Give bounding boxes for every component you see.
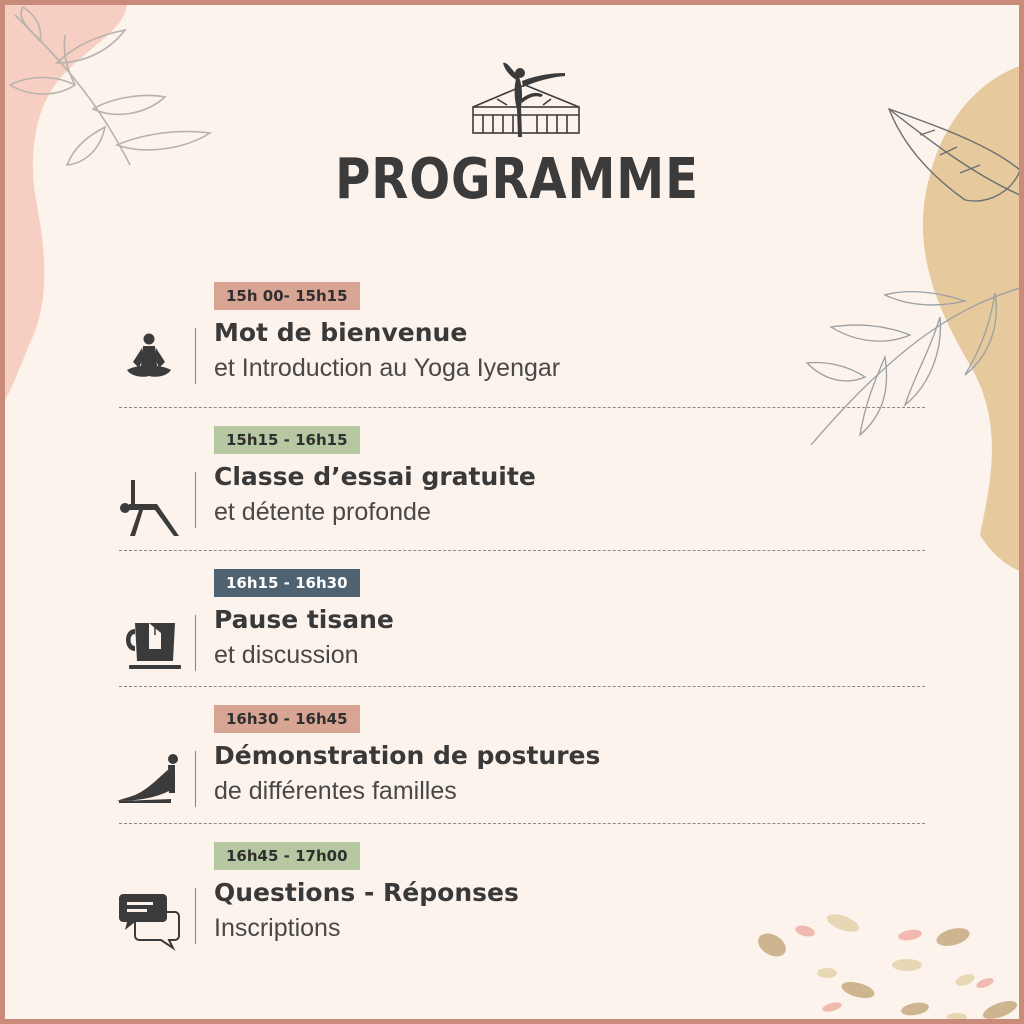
triangle-pose-icon — [113, 466, 185, 538]
dashed-separator — [119, 686, 925, 687]
schedule-item — [5, 426, 1024, 566]
time-badge: 15h 00- 15h15 — [214, 282, 360, 310]
time-badge: 16h45 - 17h00 — [214, 842, 360, 870]
divider-line — [195, 472, 196, 528]
schedule-item — [5, 282, 1024, 422]
item-title: Mot de bienvenue — [214, 318, 468, 347]
item-title: Classe d’essai gratuite — [214, 462, 536, 491]
schedule-item — [5, 569, 1024, 709]
schedule-item — [5, 842, 1024, 982]
item-subtitle: et Introduction au Yoga Iyengar — [214, 354, 561, 382]
chat-bubbles-icon — [113, 882, 185, 954]
item-subtitle: de différentes familles — [214, 777, 457, 805]
item-subtitle: et discussion — [214, 641, 359, 669]
item-subtitle: Inscriptions — [214, 914, 341, 942]
time-badge: 16h30 - 16h45 — [214, 705, 360, 733]
time-badge: 16h15 - 16h30 — [214, 569, 360, 597]
schedule-item — [5, 705, 1024, 845]
tea-mug-icon — [113, 609, 185, 681]
item-subtitle: et détente profonde — [214, 498, 431, 526]
dashed-separator — [119, 823, 925, 824]
divider-line — [195, 751, 196, 807]
cobra-pose-icon — [113, 745, 185, 817]
yoga-dancer-pose-pavilion-logo — [467, 59, 585, 151]
dashed-separator — [119, 407, 925, 408]
meditation-icon — [113, 322, 185, 394]
item-title: Pause tisane — [214, 605, 394, 634]
divider-line — [195, 888, 196, 944]
divider-line — [195, 615, 196, 671]
page-title: PROGRAMME — [335, 147, 699, 212]
divider-line — [195, 328, 196, 384]
item-title: Questions - Réponses — [214, 878, 519, 907]
item-title: Démonstration de postures — [214, 741, 601, 770]
time-badge: 15h15 - 16h15 — [214, 426, 360, 454]
dashed-separator — [119, 550, 925, 551]
